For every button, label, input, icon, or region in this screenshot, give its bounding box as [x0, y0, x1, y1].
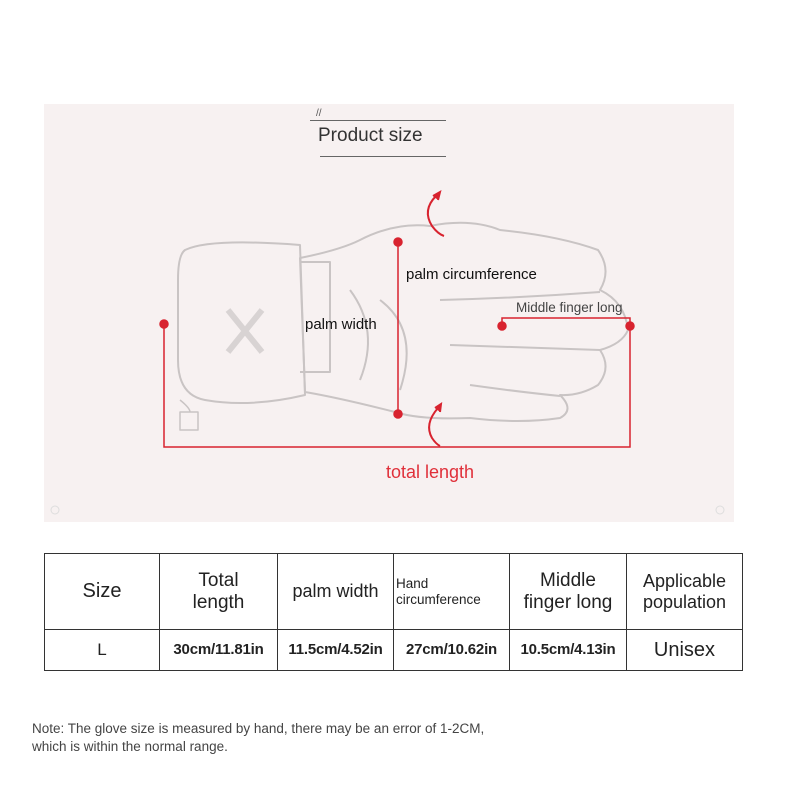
- header-size: Size: [45, 554, 160, 630]
- panel-hole-right: [716, 506, 724, 514]
- cell-hand-circumference: 27cm/10.62in: [394, 630, 510, 671]
- middle-finger-measure: [498, 318, 634, 330]
- glove-x-emblem: [228, 310, 262, 352]
- palm-width-measure: [394, 238, 402, 418]
- diagram-title: Product size: [318, 125, 423, 146]
- glove-illustration: [178, 223, 628, 430]
- palm-circumference-arrows: [428, 192, 444, 446]
- size-table: [44, 553, 743, 671]
- cell-population: Unisex: [627, 630, 743, 671]
- cell-size: L: [45, 630, 160, 671]
- cell-middle-finger: 10.5cm/4.13in: [510, 630, 627, 671]
- panel-hole-left: [51, 506, 59, 514]
- table-header-row: [45, 554, 743, 630]
- palm-width-label: palm width: [305, 316, 377, 333]
- cell-total-length: 30cm/11.81in: [160, 630, 278, 671]
- middle-finger-label: Middle finger long: [516, 300, 623, 315]
- palm-circumference-label: palm circumference: [406, 266, 537, 283]
- header-palm-width: palm width: [278, 554, 394, 630]
- total-length-label: total length: [386, 462, 475, 482]
- title-tick-marks: //: [316, 108, 322, 119]
- measurement-note: [32, 720, 484, 756]
- note-line-2: which is within the normal range.: [32, 739, 228, 754]
- glove-tag: [180, 412, 198, 430]
- note-line-1: Note: The glove size is measured by hand, there may be an error of 1-2CM,: [32, 721, 485, 736]
- header-middle-finger: Middle finger long: [510, 554, 627, 630]
- header-hand-circumference: Hand circumference: [394, 554, 510, 630]
- header-total-length: Total length: [160, 554, 278, 630]
- total-length-measure: [160, 320, 630, 447]
- table-row: [45, 630, 743, 671]
- cell-palm-width: 11.5cm/4.52in: [278, 630, 394, 671]
- header-applicable-population: Applicable population: [627, 554, 743, 630]
